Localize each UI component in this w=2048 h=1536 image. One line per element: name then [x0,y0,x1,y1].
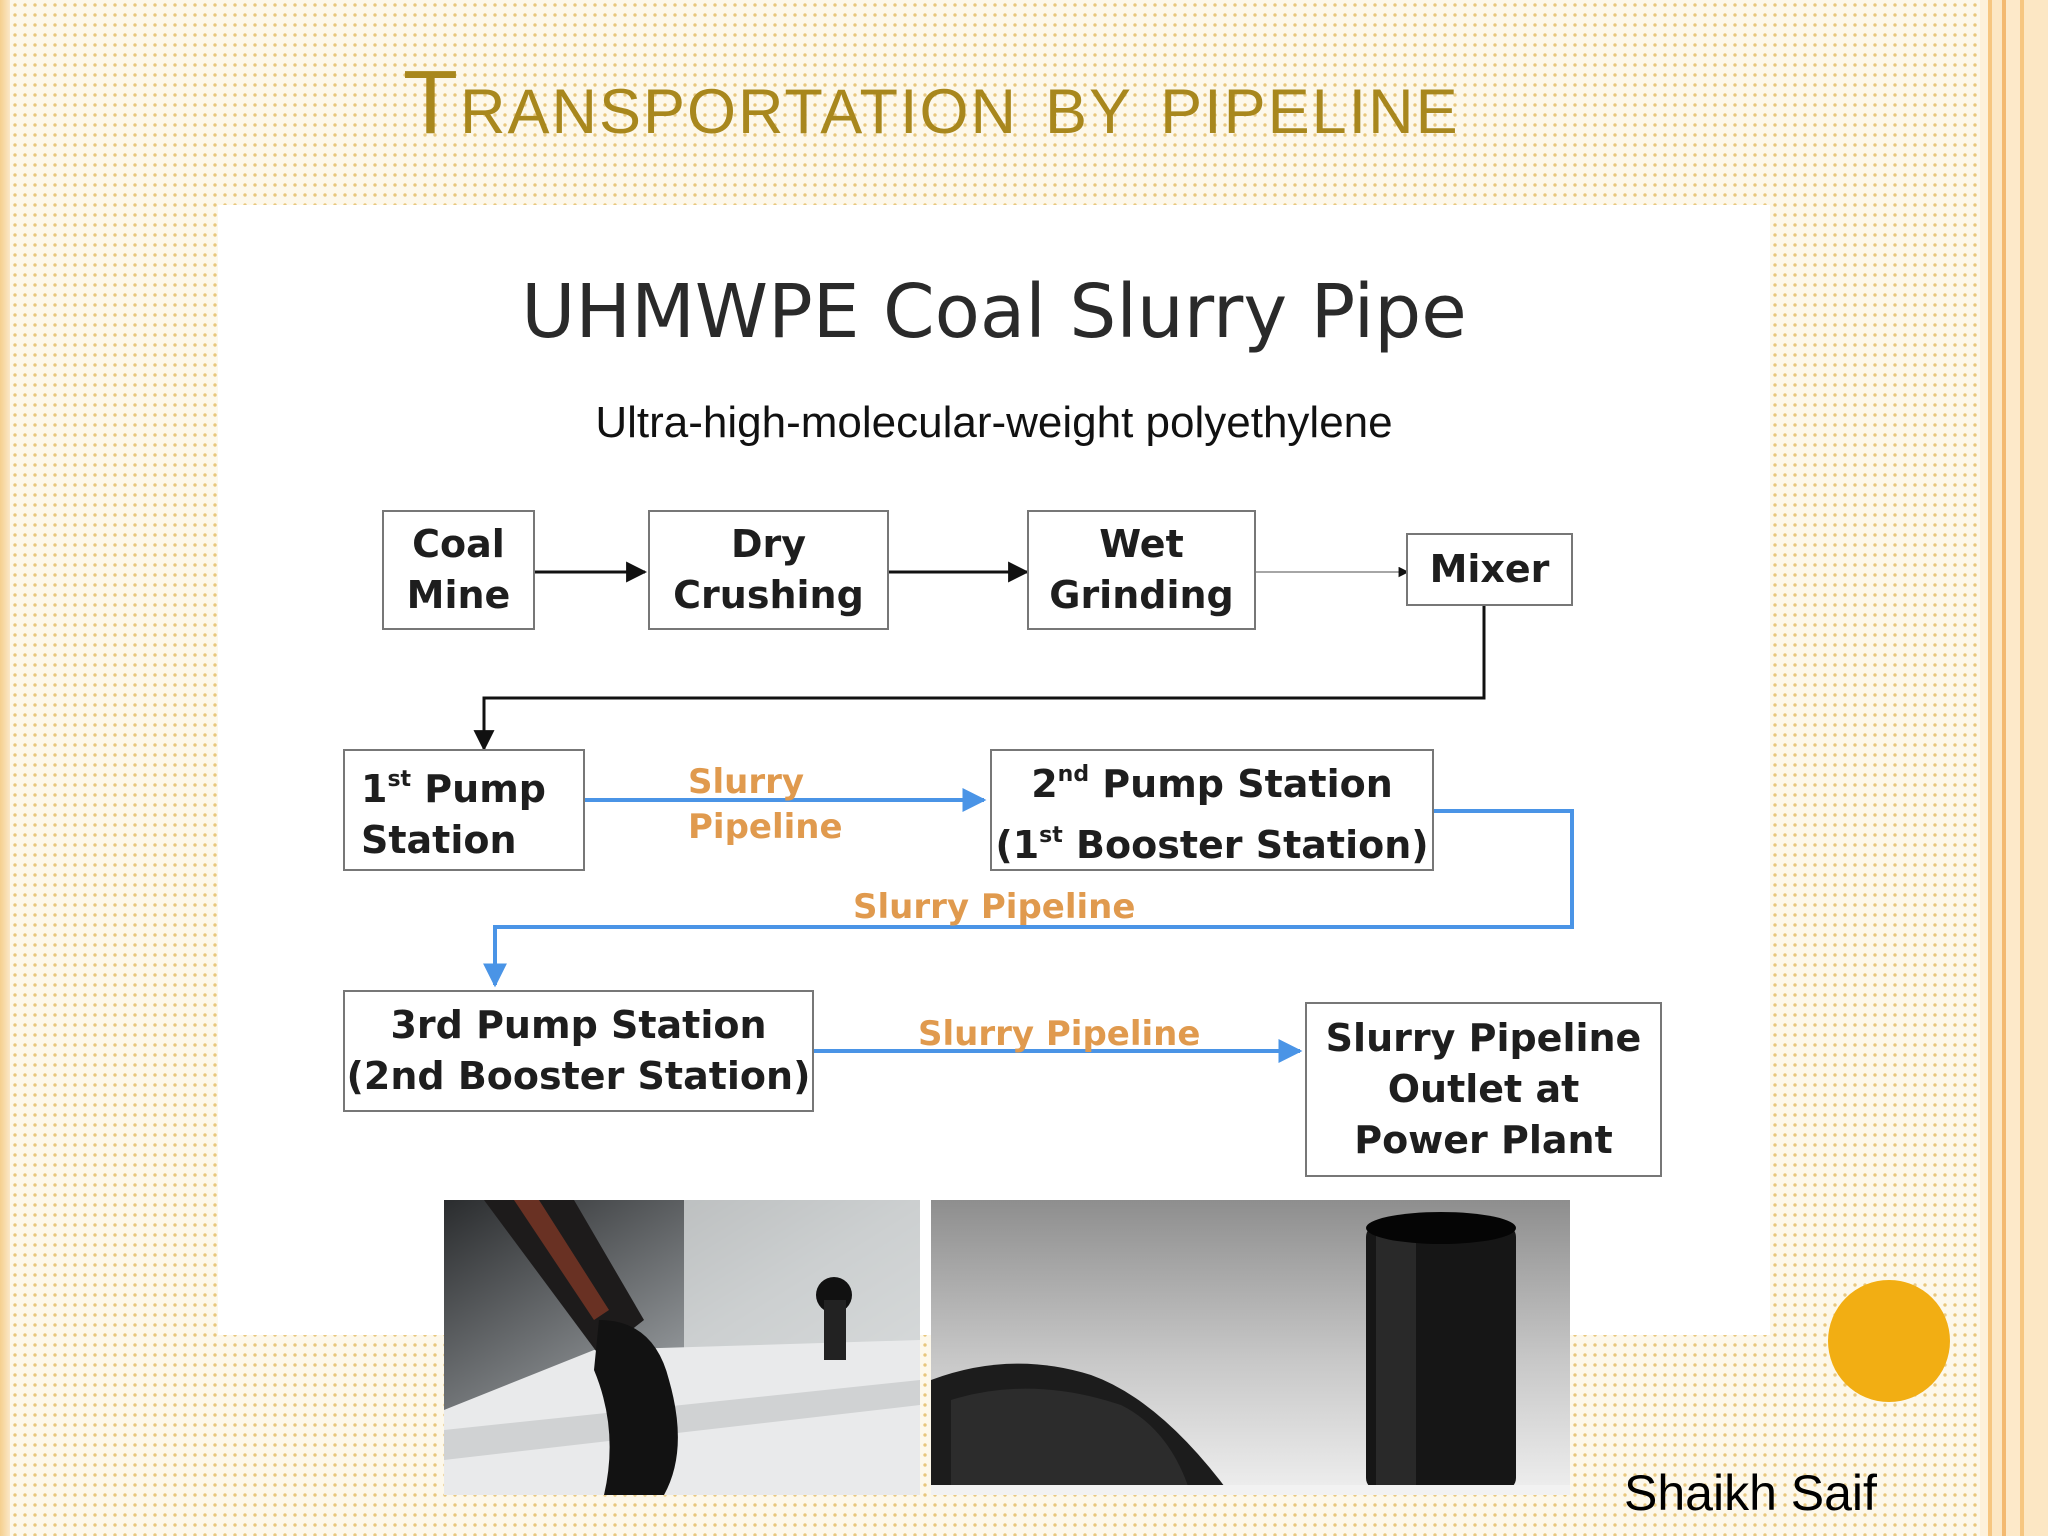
author-name: Shaikh Saif [1624,1465,1877,1521]
diagram-panel [218,205,1770,1335]
left-border [0,0,10,1536]
pump1-line1: Pump [411,767,547,811]
pipeline-label-3: Slurry Pipeline [918,1014,1201,1054]
outlet-line1: Slurry Pipeline [1325,1016,1642,1060]
slurry-pouring-photo [444,1200,920,1495]
dry-crushing-box [648,510,889,630]
pump1-line2: Station [361,818,517,862]
pipeline-label-1 [688,760,843,850]
pump2-line1: Pump Station [1089,762,1393,806]
outlet-line3: Power Plant [1354,1118,1613,1162]
orange-circle-decoration [1828,1280,1950,1402]
coal-slurry-glass-photo [931,1200,1570,1495]
pump-station-3-box [343,990,814,1112]
pipeline-label-1-line2: Pipeline [688,807,843,847]
diagram-subtitle: Ultra-high-molecular-weight polyethylene [595,398,1393,447]
pump2-line2-sup: st [1039,823,1063,848]
pipeline-label-2: Slurry Pipeline [853,887,1136,927]
wet-grinding-line1: Wet [1099,522,1184,566]
mixer-box [1406,533,1573,606]
pump-station-2-box [990,749,1434,871]
coal-mine-line1: Coal [412,522,505,566]
diagram-title: UHMWPE Coal Slurry Pipe [521,269,1467,355]
outlet-line2: Outlet at [1387,1067,1580,1111]
pump1-num: 1 [361,767,388,811]
pipeline-label-1-line1: Slurry [688,762,805,802]
slide-title: Transportation by pipeline [403,53,1460,153]
pump3-line2: (2nd Booster Station) [346,1054,811,1098]
pump2-line2-rest: Booster Station) [1062,823,1429,867]
coal-mine-line2: Mine [406,573,511,617]
pump2-line2-pre: (1 [995,823,1040,867]
pump1-sup: st [387,767,412,792]
right-decorative-border [1980,0,2048,1536]
outlet-box [1305,1002,1662,1177]
wet-grinding-line2: Grinding [1049,573,1234,617]
pump3-line1: 3rd Pump Station [390,1003,767,1047]
pump-station-1-box [343,749,585,871]
wet-grinding-box [1027,510,1256,630]
dry-crushing-line1: Dry [730,522,807,566]
arrow-mixer-to-pump1 [484,606,1484,749]
pump2-num: 2 [1031,762,1058,806]
dry-crushing-line2: Crushing [673,573,864,617]
coal-mine-box [382,510,535,630]
mixer-label: Mixer [1429,547,1550,591]
pump2-sup: nd [1057,762,1090,787]
